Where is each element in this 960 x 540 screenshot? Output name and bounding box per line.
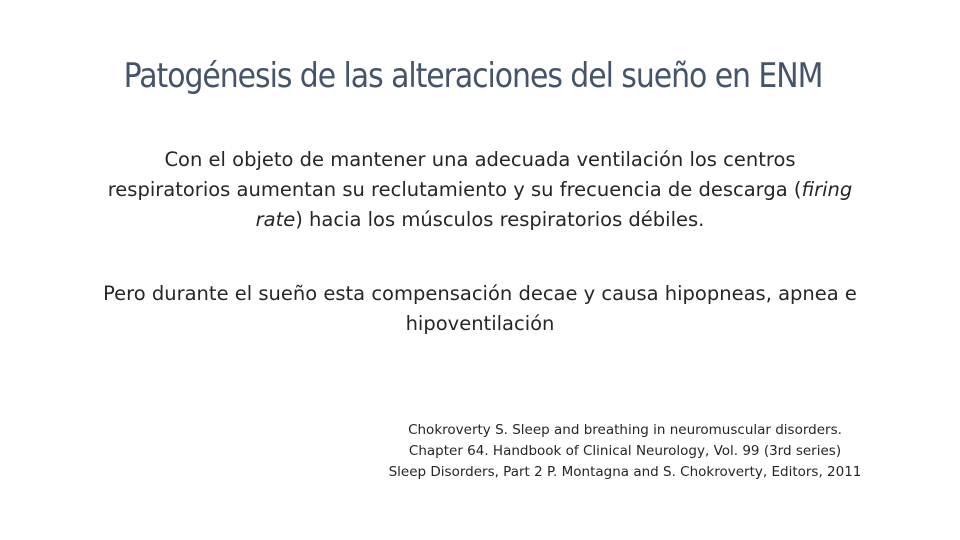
italic-term: firing	[801, 178, 853, 201]
reference-citation	[330, 420, 920, 483]
citation-line: Chokroverty S. Sleep and breathing in neuromuscular disorders.	[408, 422, 842, 438]
italic-term: rate	[255, 208, 296, 231]
paragraph-text: ) hacia los músculos respiratorios débiles.	[295, 208, 705, 231]
paragraph-line: hipoventilación	[405, 312, 555, 335]
paragraph-line: Pero durante el sueño esta compensación decae y causa hipopneas, apnea e	[103, 282, 857, 305]
citation-line: Sleep Disorders, Part 2 P. Montagna and S. Chokroverty, Editors, 2011	[388, 464, 862, 480]
paragraph-line	[60, 175, 900, 205]
slide-title: Patogénesis de las alteraciones del sueño en ENM	[123, 56, 823, 96]
paragraph-line: Con el objeto de mantener una adecuada ventilación los centros	[164, 148, 796, 171]
body-paragraph-ventilation	[60, 145, 900, 235]
paragraph-line	[60, 205, 900, 235]
paragraph-text: respiratorios aumentan su reclutamiento y su frecuencia de descarga (	[107, 178, 802, 201]
body-paragraph-sleep	[60, 279, 900, 339]
citation-line: Chapter 64. Handbook of Clinical Neurology, Vol. 99 (3rd series)	[408, 443, 842, 459]
